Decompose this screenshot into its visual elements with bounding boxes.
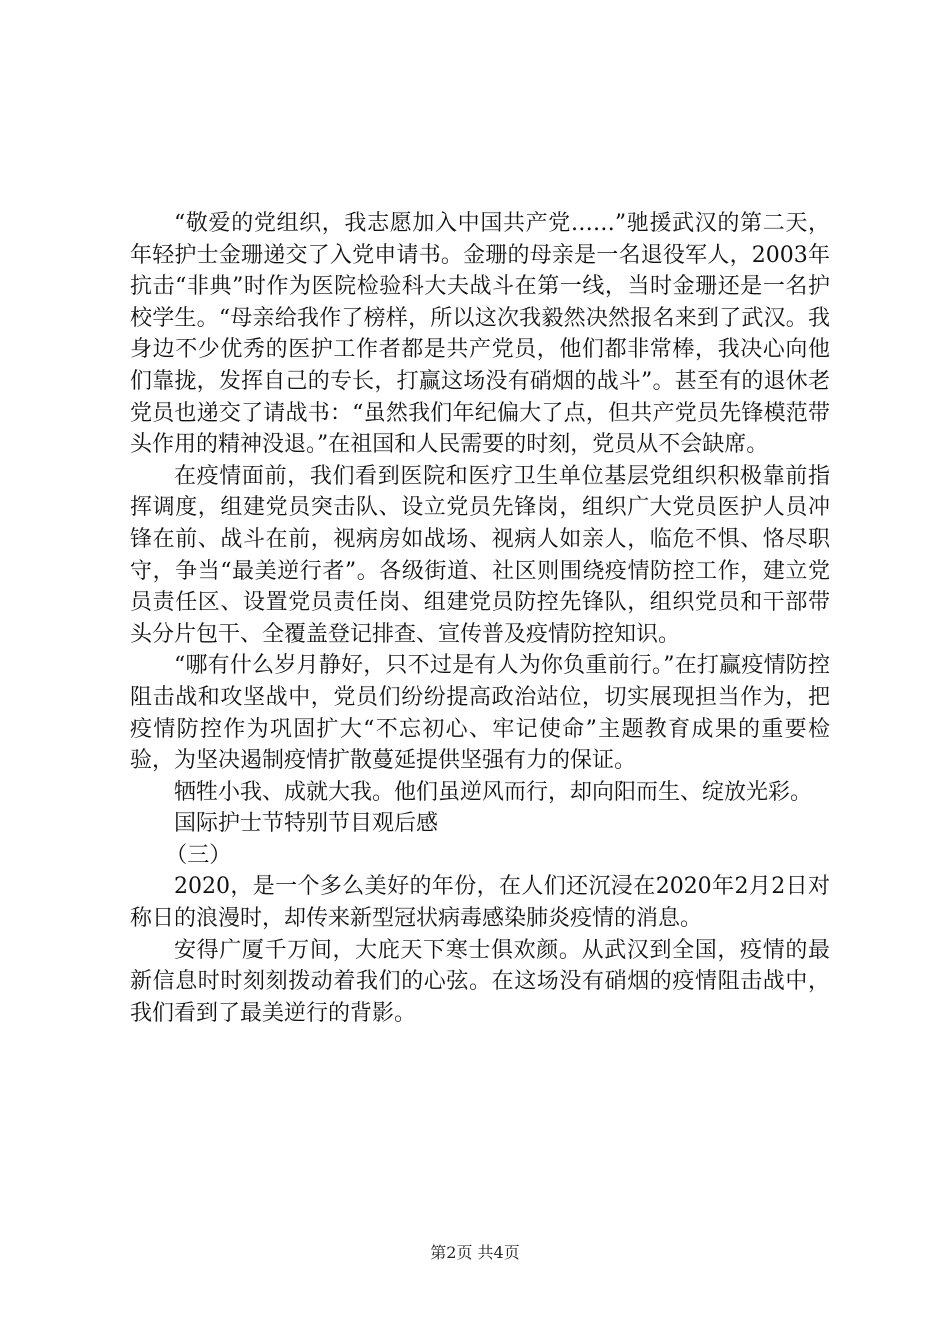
section-number: （三） xyxy=(165,842,232,868)
page-number-footer: 第2页 共4页 xyxy=(430,1243,520,1262)
document-body xyxy=(130,208,830,1029)
paragraph-year-2020: 2020，是一个多么美好的年份，在人们还沉浸在2020年2月2日对称日的浪漫时，却传来新型冠状病毒感染肺炎疫情的消息。 xyxy=(130,874,830,932)
paragraph-party-organizations: 在疫情面前，我们看到医院和医疗卫生单位基层党组织积极靠前指挥调度，组建党员突击队、设立党员先锋岗，组织广大党员医护人员冲锋在前、战斗在前，视病房如战场、视病人如亲人，临危不惧、恪尽职守，争当“最美逆行者”。各级街道、社区则围绕疫情防控工作，建立党员责任区、设置党员责任岗、组建党员防控先锋队，组织党员和干部带头分片包干、全覆盖登记排查、宣传普及疫情防控知识。 xyxy=(130,463,830,647)
paragraph-sacrifice: 牺牲小我、成就大我。他们虽逆风而行，却向阳而生、绽放光彩。 xyxy=(174,779,813,805)
paragraph-poem-quote: 安得广厦千万间，大庇天下寒士俱欢颜。从武汉到全国，疫情的最新信息时时刻刻拨动着我们的心弦。在这场没有硝烟的疫情阻击战中，我们看到了最美逆行的背影。 xyxy=(130,937,830,1026)
section-title: 国际护士节特别节目观后感 xyxy=(174,811,439,837)
paragraph-carrying-burden: “哪有什么岁月静好，只不过是有人为你负重前行。”在打赢疫情防控阻击战和攻坚战中，党员们纷纷提高政治站位，切实展现担当作为，把疫情防控作为巩固扩大“不忘初心、牢记使命”主题教育成果的重要检验，为坚决遏制疫情扩散蔓延提供坚强有力的保证。 xyxy=(130,653,830,774)
paragraph-nurse-application: “敬爱的党组织，我志愿加入中国共产党……”驰援武汉的第二天，年轻护士金珊递交了入党申请书。金珊的母亲是一名退役军人，2003年抗击“非典”时作为医院检验科大夫战斗在第一线，当时金珊还是一名护校学生。“母亲给我作了榜样，所以这次我毅然决然报名来到了武汉。我身边不少优秀的医护工作者都是共产党员，他们都非常棒，我决心向他们靠拢，发挥自己的专长，打赢这场没有硝烟的战斗”。甚至有的退休老党员也递交了请战书：“虽然我们年纪偏大了点，但共产党员先锋模范带头作用的精神没退。”在祖国和人民需要的时刻，党员从不会缺席。 xyxy=(130,211,830,458)
